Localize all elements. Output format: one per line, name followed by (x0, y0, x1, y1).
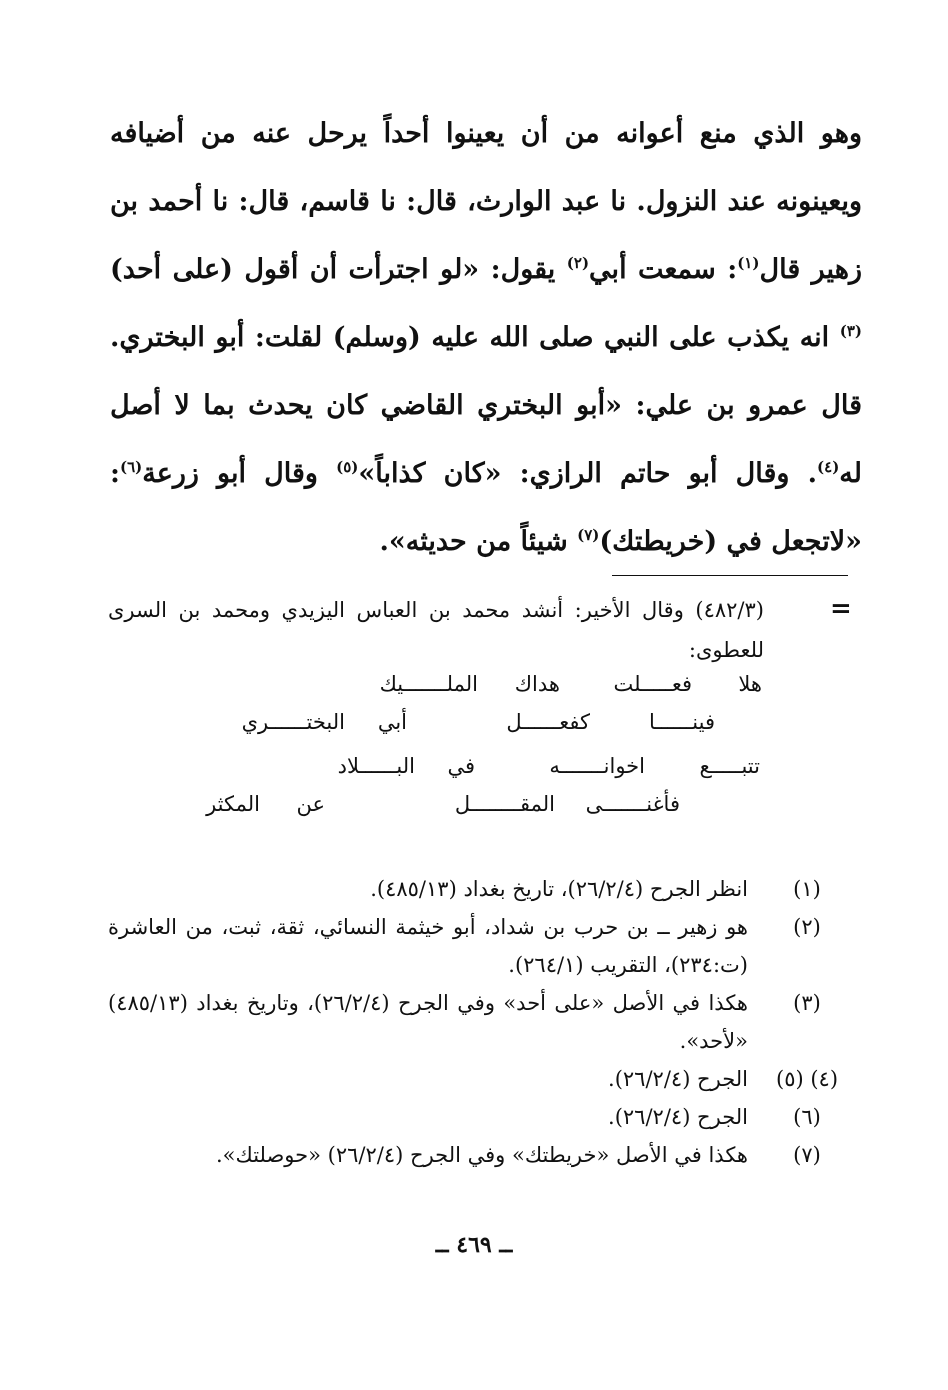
footnote-text: الجرح (٢٦/٢/٤). (608, 1067, 748, 1091)
poem-word: فعـــــلت (613, 672, 692, 696)
page-number: ــ ٤٦٩ ــ (435, 1232, 513, 1258)
poem-word: فينــــــا (648, 710, 715, 734)
main-text-segment: وقال أبو زرعة (142, 458, 337, 489)
main-text-segment: : سمعت أبي (589, 254, 738, 285)
footnote-number: (٢) (793, 915, 821, 939)
poem-word: كفعــــــل (506, 710, 590, 734)
footnote-marker: (١) (737, 254, 760, 272)
footnote-marker: (٧) (577, 526, 600, 544)
main-text-segment: شيئاً من حديثه». (379, 526, 578, 557)
footnote-text: هكذا في الأصل «على أحد» وفي الجرح (٢٦/٢/٤)، وتاريخ بغداد (٤٨٥/١٣) «لأحد». (108, 991, 748, 1053)
footnote-number: (١) (793, 877, 821, 901)
footnote-text: الجرح (٢٦/٢/٤). (608, 1105, 748, 1129)
continuation-note (108, 590, 764, 670)
footnote (108, 870, 848, 908)
main-text-segment: : «لاتجعل في (خريطتك) (110, 458, 862, 557)
footnote-text: هكذا في الأصل «خريطتك» وفي الجرح (٢٦/٢/٤) «حوصلتك». (215, 1143, 748, 1167)
poem-word: تتبـــــع (699, 754, 760, 778)
main-text-segment: وهو الذي منع أعوانه من أن يعينوا أحداً يرحل عنه من أضيافه ويعينونه عند النزول. نا عبد الوارث، قال: نا قاسم، قال: نا أحمد بن زهير قال (110, 118, 862, 285)
footnote-marker: (٣) (839, 322, 862, 340)
poem-word: هلا (738, 672, 762, 696)
poem-word: عن (296, 792, 325, 816)
main-text-segment: يقول: «لو اجترأت أن أقول (على أحد) (110, 254, 567, 285)
footnote (108, 1098, 848, 1136)
main-text-segment: انه يكذب على النبي صلى الله عليه (وسلم) لقلت: أبو البختري. قال عمرو بن علي: «أبو البختري القاضي كان يحدث بما لا أصل له (110, 322, 862, 489)
poem-word: الملـــــــيك (379, 672, 478, 696)
poem-word: أبي (377, 710, 407, 734)
main-paragraph (110, 100, 862, 576)
footnote-marker: (٦) (119, 458, 143, 476)
footnote (108, 1060, 848, 1098)
footnote-number: (٦) (793, 1105, 821, 1129)
poem-word: هداك (514, 672, 560, 696)
footnotes (108, 870, 848, 1174)
poem-word: اخوانـــــــه (549, 754, 645, 778)
footnote-marker: (٤) (817, 458, 840, 476)
footnote (108, 984, 848, 1060)
poem-line-3 (280, 754, 770, 790)
footnote-number: (٣) (793, 991, 821, 1015)
continuation-text: (٤٨٢/٣) وقال الأخير: أنشد محمد بن العباس اليزيدي ومحمد بن السرى للعطوى: (108, 598, 764, 662)
footnote-text: هو زهير ــ بن حرب بن شداد، أبو خيثمة النسائي، ثقة، ثبت، من العاشرة (ت:٢٣٤)، التقريب (٢٦٤/١). (108, 915, 748, 977)
poem-word: البــــــلاد (337, 754, 415, 778)
footnote-number: (٤) (٥) (775, 1067, 839, 1091)
poem-word: فأغنـــــــى (585, 792, 680, 816)
continuation-mark: = (830, 594, 852, 624)
main-text (110, 100, 862, 576)
footnote-separator (612, 575, 848, 576)
footnote (108, 1136, 848, 1174)
footnote-marker: (٥) (336, 458, 359, 476)
poem-word: في (447, 754, 475, 778)
footnote-number: (٧) (793, 1143, 821, 1167)
poem-line-4 (190, 792, 690, 828)
footnote-marker: (٢) (566, 254, 590, 272)
poem-word: المكثر (206, 792, 260, 816)
poem-line-2 (195, 710, 725, 746)
main-text-segment: . وقال أبو حاتم الرازي: «كان كذاباً» (358, 458, 818, 489)
poem-word: المقــــــــل (454, 792, 555, 816)
footnote-text: انظر الجرح (٢٦/٢/٤)، تاريخ بغداد (٤٨٥/١٣). (370, 877, 748, 901)
poem-line-1 (280, 672, 770, 708)
footnote (108, 908, 848, 984)
poem-word: البختــــــري (241, 710, 345, 734)
